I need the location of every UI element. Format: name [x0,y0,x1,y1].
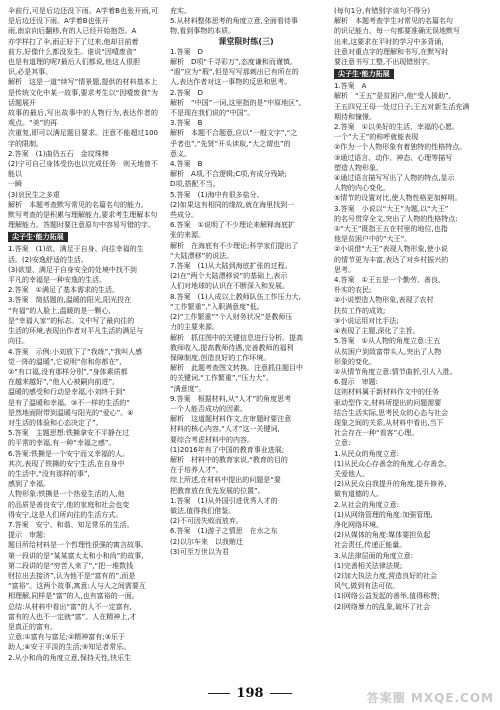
column-right [334,6,492,682]
text-line: 活。(2)安逸舒适的生活。 [8,255,88,264]
text-line: 6.答案:铁撕是一个安宁而又幸福的人。 [8,449,130,458]
text-line: 2.答案 D [170,88,204,97]
text-line: 总结:从材料中看出“富”的人不一定富有, [8,602,132,611]
text-line: “富裕”。这两个故事,寓意:人与人之间需要互 [8,582,146,591]
text-line: (3)欲望、满足于自身安全的处境中找不到 [8,265,137,274]
text-line: 5.答案 主题思想:铁撕拿安不平静在过 [8,429,130,438]
text-line: 5.从材料整体思考的角度立意,全面看待事 [170,17,298,26]
text-line: 也是有道理的呢?最后人们都说,他这人很胆 [8,58,140,67]
text-line: 一个人能否成功的因素。 [170,404,247,413]
column-left [8,6,158,682]
text-line: 出来,这要求在平时的学习中多背诵, [334,37,444,46]
text-line: 注意对重点字的理解和书写,在默写时 [334,47,449,56]
text-line: 解析 A项,不合逻辑;C项,有成分残缺; [170,170,287,179]
text-line: ②作为一个人物形象有着独特的性格特点。 [334,143,467,152]
text-line: 对生活的体验和心态决定了”。 [8,418,103,427]
text-line: (1)从网络管理的角度:加强管理, [334,510,433,519]
text-line: 驱动型作文,材料所提出的问题需要 [334,398,442,407]
text-line: D项,搭配不当。 [170,180,220,189]
text-line: 雨,南京向后翻移,有的人已经开始抱怨。A [8,27,137,36]
text-line: 综上所述,在材料中提出的问题是“要 [170,476,281,485]
watermark-logo: 答案圈 MXQE.COM [366,691,494,705]
text-line: 朴实的农民; [334,286,372,295]
section-header: 课堂限时练(三) [218,36,274,46]
text-line: ②小说借“大王”表现人物形象,使小说 [334,245,448,254]
text-line: (2)宁可自己身体受伤也以完成任务 则天地曾不能以 [8,160,158,179]
text-line: 解析 此题考查图文转换。注意抓住题目中 [170,364,303,373]
text-line: “遐”应为“瑕”,但是写写那刺出已有所在的 [170,68,299,77]
text-line: 5.答案 (1)海中有很多盐分。 [170,190,264,199]
text-line: 的平常的幸福,有一种“幸福之感”。 [8,439,116,448]
text-line: 人物形象:铁撕是一个热爱生活的人,他 [8,490,125,499]
text-line: 现象之间的关系,从材料中看出,当下 [334,418,444,427]
text-line: 结合生活实际,思考民众的心态与社会 [334,408,449,417]
text-line: 1.答案 (1)从外国引进优秀人才的 [170,496,278,505]
text-line: 人们对地球的认识在不断深入和发展。 [170,282,289,291]
text-line: 向往。 [8,337,29,346]
text-line: “满意度”。 [170,384,206,393]
text-line: (1)2016年有了中国的教育事业进展; [170,445,285,454]
text-line: 把教育放在优先发展的位置”。 [170,486,265,495]
text-line: 是有了温暖和幸福。③不一样的生活的“ [8,398,130,407]
text-line: ⑤情节的设置对比,使人物性格更加鲜明。 [334,194,462,203]
text-line: 的识记能力。每一句都要准确无误地默写 [334,27,460,36]
column-middle [170,6,322,682]
text-line: (1)网络公益发起的善举,值得称赞; [334,592,440,601]
text-line: 力的主要来源。 [170,323,219,332]
text-line: 默写考查的是积累与理解能力,要求考生理解本句 [8,211,158,220]
text-line: 财拉出去接济”,认为他不是“富有的”,而是 [8,571,136,580]
text-line: ④通过语言描写写出了人物的特点,显示 [334,174,455,183]
text-line: 他是贫困户中的“大王”。 [334,235,412,244]
text-line: 物,看到事物的本质。 [170,27,236,36]
text-line: 要注意书写工整,不出现错别字。 [334,58,435,67]
text-line: 立意: [334,439,351,448]
text-line: 解析 D项“千寻彩万”,态度谦和而谨慎, [170,58,293,67]
text-line: 这则材料属于新材料作文中的任务 [334,388,439,397]
text-line: 觉一阵的温暖”,它说明“你和你都在”, [8,357,122,366]
text-line: 材料的核心内容,“人才”这一关键词, [170,425,280,434]
text-line: 感到了幸福。 [8,480,50,489]
text-line: 解析 这是一道“续写”情景题,提供的材料基本上 [8,78,158,87]
text-line: (1)从民众心存善念的角度,心存善念, [334,459,447,468]
text-line: 生活的环境,表现出作者对平凡生活的满足与 [8,327,144,336]
text-line: (2)如果这有相同的缘故,就在海里找到一 [170,200,295,209]
text-line: 解析 “中国”一词,这里指的是“中原地区”, [170,98,301,107]
text-line: 人,表达作者对这一事物的反思和思考。 [170,78,292,87]
text-line: 得安宁,这是人们所向往的生活方式。 [8,510,123,519]
section-tag: 尖子生·能力拓展 [8,232,68,242]
text-line: 关爱他人。 [334,469,369,478]
text-line: 的关键词,“工作繁重”,“压力大”, [170,374,269,383]
text-line: (2)加大执法力度,营造良好的社会 [334,571,438,580]
text-line: ②小说塑造人物形象,表现了农村 [334,296,434,305]
text-line: 一个“大王”的称呼就能表现 [334,133,419,142]
text-line: 2.从小和尚的角度立意,保持天性,快乐生 [8,653,132,662]
text-line: 的品质是善良安宁,他的家庭和社会也变 [8,500,130,509]
text-line: 温暖的感受和行动是幸福,小刘终于到“ [8,388,126,397]
text-line: 解析 在海底有不少理论;科学家们提出了 [170,241,299,250]
text-line: (3)哀民生之多艰 [8,190,60,199]
text-line: 6.提示 审题: [334,378,379,387]
text-line: 保障制度,创造良好的工作环境。 [170,353,271,362]
text-line: 要综合考虑材料中的内容。 [170,435,254,444]
text-line: 一瞬 [8,180,22,189]
text-line: 6.答案 (1)游子之情思 在水之东 [170,527,278,536]
text-line: 的情节更为丰富,表达了对乡村振兴的 [334,255,449,264]
text-line: 6.答案 ①说明了不少理论来解释海底扩 [170,221,295,230]
text-line: 做法,值得我们借鉴。 [170,506,236,515]
text-line: 前方,好像什么都没发生。谁说“因噎废食” [8,47,137,56]
text-line: 伞前行,可是后边还没下雨。A学着B也张开雨,可是后边还没下雨。A学着B也张开 [8,7,158,26]
text-line: 助人;④安于平淡的生活;⑤知足者常乐。 [8,643,131,652]
text-line: 社会存在一种“看客”心理。 [334,429,419,438]
text-line: (每句1分,有错别字该句不得分) [334,7,431,15]
text-line: 从贫困户到致富带头人,突出了人物 [334,347,442,356]
text-line: 第二段讲的是“穷苦人来了”,“把一堆数钱 [8,561,134,570]
text-line: 7.答案 安宁、和谐、知足常乐的生活。 [8,520,134,529]
text-line: 亦学样打了伞,雨正好下了过来,他却目前着 [8,37,139,46]
text-line: 5.答案 ①从人物的角度立意:王五 [334,337,441,346]
text-line: 2.答案 ①以美好的生活、幸福的心愿。 [334,123,459,132]
text-line: 3.从法律层面的角度立意: [334,551,414,560]
text-line: 3.答案 B [170,119,203,128]
text-line: “有福”的人脸上,温暖的是一颗心, [8,306,111,315]
text-line: 解析 “王五”是贫困户,他“受人援助”, [334,92,451,101]
text-line: 4.答案 B [170,160,203,169]
text-line: 8.答案 (1)人成以上教师队伍工作压力大, [170,292,301,301]
text-line: 解析 抓住图中的关键信息进行分析。提高 [170,333,303,342]
text-line: (1)完善相关法律法规; [334,561,403,570]
text-line: 形象的变化。 [334,357,376,366]
text-line: 7.答案 (1)从大陆到海底扩张的过程。 [170,262,292,271]
text-line: 充实。 [170,7,191,15]
text-line: 次重复,即可以满足题目要求。注意不能超过100字的限制。 [8,129,158,148]
text-line: 解析 本题考查学生对常见的名篇名句 [334,17,453,26]
text-line: 相理解,同样是“富”的人,也有富裕的一面。 [8,592,139,601]
text-line: 题目所给材料是一个哲理性很强的寓言故事, [8,541,144,550]
text-line: 塑造人物形象。 [334,163,383,172]
text-line: 第一段讲的是“某某富太太和小和尚”的故事, [8,551,144,560]
text-line: 意义。 [170,149,191,158]
text-line: (2)从民众自我提升的角度,提升修养, [334,480,447,489]
text-line: 风气,做到有法可依。 [334,582,400,591]
text-line: 不是现在我们说的“中国”。 [170,109,255,118]
text-line: 做有道德的人。 [334,490,383,499]
text-line: 解析 本题考查默写常见的名篇名句的能力, [8,200,144,209]
text-line: 是真正的富有。 [8,622,57,631]
text-line: (3)可至万世以为君 [170,547,229,556]
text-line: (2)“工作繁重”“个人财务状况”是教师压 [170,313,293,322]
text-line: ③小说运用对比手法; [334,316,399,325]
text-line: 9.答案 根据材料,从“人才”的角度思考 [170,394,292,403]
text-line: 的名号贯穿全文,突出了人物的性格特点: [334,214,458,223]
text-line: “大陆漂移”的说法。 [170,251,234,260]
text-line: 是然地面附带到温暖与阳光的“爱心”。④ [8,408,134,417]
text-line: ②从情节角度立意:情节曲折,引人入胜。 [334,367,457,376]
text-line: 解析 这道题材料作文,在审题时要注意 [170,415,292,424]
text-line: 1.答案 A [334,82,367,91]
page-number-dash-left [208,693,230,694]
text-line: 富有的人也不一定就“富”。人在精神上,才 [8,612,137,621]
page-number-text: 198 [236,686,264,701]
text-line: 乎者也”,“先贤”开头读取,“大之谓也”的 [170,139,291,148]
text-line: “工作繁重”,“入职满意度”低。 [170,302,264,311]
text-line: 识,必是其事。 [8,68,53,77]
text-line: (2)从媒体的角度:媒体要担负起 [334,531,431,540]
text-line: 2.答案 ①满足了基本需求的生活。 [8,286,119,295]
text-line: 1.答案 (1)欲、满足于自身、向往幸福的生 [8,245,144,254]
text-line: 1.答案 D [170,47,204,56]
text-line: 故事的最后,写出故事中的人物行为,表达作者的观点。“美”的再 [8,109,158,128]
text-line: 教师收入,提高教师待遇,完善教师的福利 [170,343,294,352]
text-line: 2.从社会的角度立意: [334,500,400,509]
text-line: 3.答案 简括题的,温暖的阳光,阳光投在 [8,296,132,305]
text-line: ②“有口福,没有那样分别”,“身体素质都 [8,367,128,376]
text-line: 2.答案 (1)曲仍五石 金玟珠棒 [8,149,109,158]
text-line: 扶贫工作的成效; [334,306,386,315]
text-line: 王五四兄王母一处过日子;王五对新生活充满 [334,102,470,111]
text-line: 净化网络环境。 [334,520,383,529]
text-line: 1.从民众的角度立意: [334,449,400,458]
text-line: ①“大王”既指王五在村里的地位,也指 [334,225,448,234]
text-line: 其次,表现了铁撕的安宁生活,在自身中 [8,459,125,468]
text-line: ③通过语言、动作、神态、心理等描写 [334,153,453,162]
text-line: 理解能力。答题时要注意原句中容易写错的字。 [8,221,155,230]
text-line: 些成分。 [170,211,198,220]
text-line: (2)在“两个大陆漂移说”的基础上,表示 [170,272,288,281]
section-tag: 尖子生·能力拓展 [334,69,394,79]
text-line: 立意:①富有与富足;②精神富有;③乐于 [8,633,125,642]
text-line: 张的来源。 [170,231,205,240]
text-line: 人物的内心变化。 [334,184,390,193]
text-line: 3.答案 小说以“大王”为题,以“大王” [334,204,449,213]
text-line: 思考。 [334,265,355,274]
text-line: 4.答案 ①王五是一个勤劳、善良、 [334,276,445,285]
page-number-dash-right [270,693,292,694]
text-line: 平凡的幸福是一种安逸的生活。 [8,276,106,285]
text-line: 社会责任,传递正能量。 [334,541,407,550]
text-line: 解析 本题不合题意,应以“一般文字”,“之 [170,129,298,138]
text-line: (2)不可因失败而放弃。 [170,517,243,526]
text-line: (2)网络暴力的乱象,破坏了社会 [334,602,431,611]
text-line: 提示 审题: [8,531,46,540]
text-line: 是“幸福人家”的标志。文中写了最向往的 [8,316,135,325]
text-line: 是传统文化中某一故事,要求考生以“因噎废食”为话题展开 [8,88,158,107]
text-line: 在于培养人才”。 [170,466,223,475]
text-line: 的生活中,“没有那样的事”, [8,469,90,478]
text-line: ④表现了主题,深化了主旨。 [334,327,420,336]
text-line: 在越来越好”,“他人心被嗣向前进”, [8,378,115,387]
text-line: (2)以尔车来 以我贿迁 [170,537,243,546]
text-line: 4.答案 示例:小刘放下了“我练”,“我叫人感 [8,347,143,356]
text-line: 期待和憧憬。 [334,112,376,121]
text-line: 解析 材料中的教育家说,“教育的目的 [170,455,288,464]
